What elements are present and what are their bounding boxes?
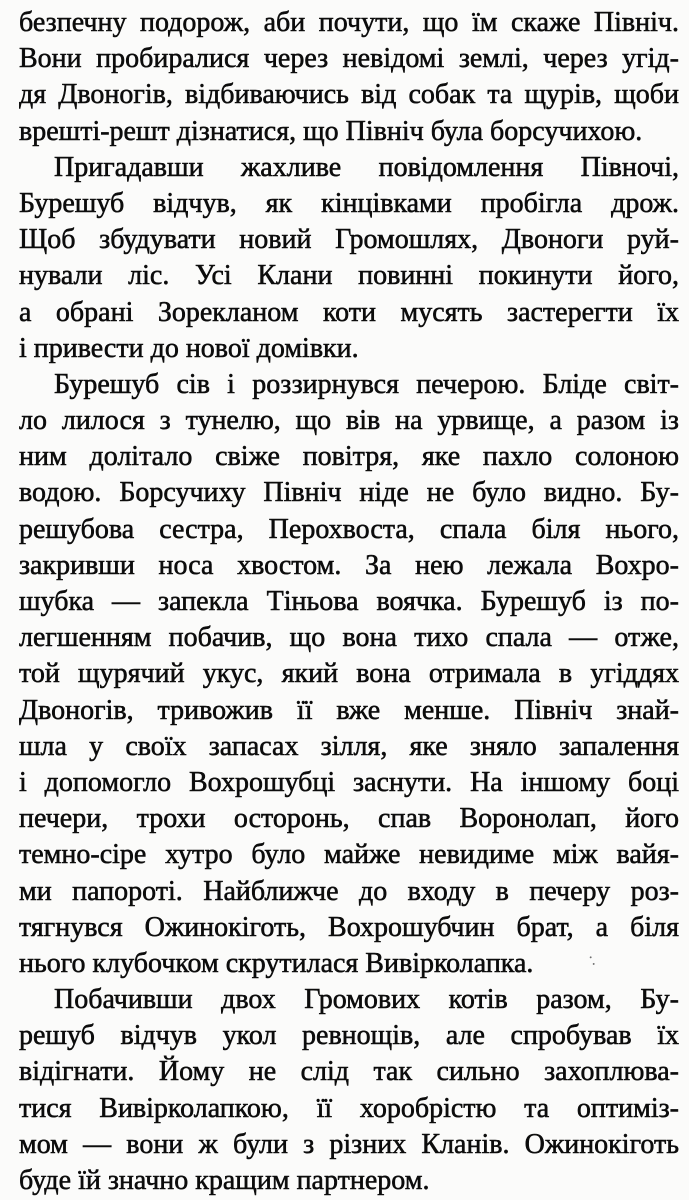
text-line: нували ліс. Усі Клани повинні покинути його,	[19, 260, 679, 292]
paragraph-2	[19, 150, 679, 367]
text-line: Бурешуб сів і роззирнувся печерою. Бліде світ-	[54, 368, 679, 400]
text-line: і допомогло Вохрошубці заснути. На іншому боці	[19, 766, 679, 798]
text-line: нього клубочком скрутилася Вивірколапка.	[19, 947, 534, 979]
text-line: Щоб збудувати новий Громошлях, Двоноги руй-	[19, 224, 679, 256]
text-line: печери, трохи осторонь, спав Воронолап, його	[19, 803, 679, 835]
text-line: буде їй значно кращим партнером.	[19, 1165, 430, 1196]
text-line: безпечну подорож, аби почути, що їм скаже Північ.	[19, 7, 679, 38]
text-line: Побачивши двох Громових котів разом, Бу-	[54, 984, 679, 1016]
text-line: Бурешуб відчув, як кінцівками пробігла дрож.	[19, 187, 679, 219]
text-line: ним долітало свіже повітря, яке пахло солоною	[19, 441, 679, 473]
text-line: легшенням побачив, що вона тихо спала — отже,	[19, 622, 679, 654]
text-line: Пригадавши жахливе повідомлення Півночі,	[54, 151, 679, 183]
text-line: дя Двоногів, відбиваючись від собак та щурів, щоби	[19, 79, 679, 111]
text-line: закривши носа хвостом. За нею лежала Вохро-	[19, 549, 679, 581]
paragraph-4	[19, 982, 679, 1199]
text-line: відігнати. Йому не слід так сильно захоплюва-	[19, 1056, 679, 1088]
paragraph-3	[19, 367, 679, 982]
text-line: Вони пробиралися через невідомі землі, через угід-	[19, 43, 679, 75]
text-line: шла у своїх запасах зілля, яке зняло запалення	[19, 730, 679, 762]
text-line: той щурячий укус, який вона отримала в угіддях	[19, 658, 679, 690]
text-line: мом — вони ж були з різних Кланів. Ожинокіготь	[19, 1128, 679, 1160]
text-line: тися Вивірколапкою, її хоробрістю та оптиміз-	[19, 1092, 679, 1124]
scan-speck-artifact: ··	[581, 951, 603, 973]
text-line: Двоногів, тривожив її вже менше. Північ знай-	[19, 694, 679, 726]
text-line: ми папороті. Найближче до входу в печеру роз-	[19, 875, 679, 907]
text-line: решубова сестра, Перохвоста, спала біля нього,	[19, 513, 679, 545]
text-line: темно-сіре хутро було майже невидиме між вайя-	[19, 839, 679, 871]
text-line: а обрані Зорекланом коти мусять застерегти їх	[19, 296, 679, 328]
text-line: врешті-решт дізнатися, що Північ була борсучихою.	[19, 115, 643, 147]
text-line: ло лилося з тунелю, що вів на урвище, а разом із	[19, 405, 679, 437]
paragraph-continuation	[19, 5, 679, 150]
text-line: шубка — запекла Тіньова воячка. Бурешуб із по-	[19, 586, 679, 617]
text-line: водою. Борсучиху Північ ніде не було видно. Бу-	[19, 477, 679, 509]
text-line: і привести до нової домівки.	[19, 332, 359, 364]
text-line: решуб відчув укол ревнощів, але спробував їх	[19, 1020, 679, 1052]
text-line: тягнувся Ожинокіготь, Вохрошубчин брат, а біля	[19, 911, 679, 943]
